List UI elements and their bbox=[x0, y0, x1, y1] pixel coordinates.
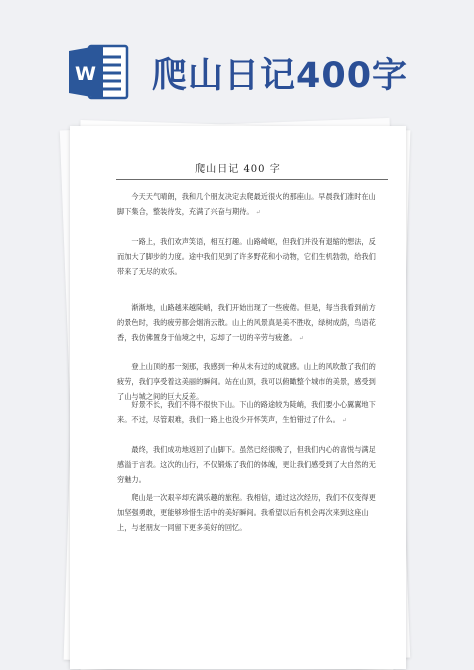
paragraph-text: 登上山顶的那一刻那，我感到一种从未有过的成就感。山上的风吹散了我们的疲劳，我们享受着这美丽的瞬间。站在山顶，我可以俯瞰整个城市的美景，感受到了山与城之间的巨大反差。 bbox=[117, 362, 376, 401]
paragraph-text: 爬山是一次艰辛却充满乐趣的旅程。我相信，通过这次经历，我们不仅变得更加坚强勇敢，更能够珍惜生活中的美好瞬间。我希望以后有机会再次来到这座山上，与老朋友一同留下更多美好的回忆。 bbox=[117, 493, 376, 532]
paragraph-text: 今天天气晴朗，我和几个朋友决定去爬最近很火的那座山。早晨我们准时在山脚下集合，整装待发，充满了兴奋与期待。 bbox=[117, 192, 376, 216]
paragraph-mark-icon: ↵ bbox=[255, 209, 261, 216]
paragraph bbox=[117, 300, 379, 346]
word-document-icon bbox=[67, 42, 129, 102]
header-title: 爬山日记400字 bbox=[152, 56, 409, 96]
document-page bbox=[70, 126, 406, 669]
paragraph bbox=[117, 490, 379, 535]
paragraph-text: 一路上，我们欢声笑语，相互打趣。山路崎岖，但我们并没有退缩的想法，反而加大了脚步的力度。途中我们见到了许多野花和小动物，它们生机勃勃，给我们带来了无尽的欢乐。 bbox=[117, 237, 376, 276]
paragraph bbox=[117, 442, 379, 487]
word-logo-letter: W bbox=[75, 63, 96, 85]
document-title: 爬山日记 400 字 bbox=[195, 164, 281, 175]
title-underline bbox=[116, 179, 388, 180]
paragraph-text: 渐渐地，山路越来越陡峭，我们开始出现了一些疲倦。但是，每当我看到前方的景色时，我的疲劳都会烟消云散。山上的风景真是美不胜收，绿树成荫，鸟语花香，我仿佛置身于仙境之中，忘却了一切的辛劳与疲惫。 bbox=[117, 303, 376, 342]
paragraph-text: 最终，我们成功地返回了山脚下。虽然已经很晚了，但我们内心的喜悦与满足感溢于言表。这次的山行，不仅锻炼了我们的体魄，更让我们感受到了大自然的无穷魅力。 bbox=[117, 445, 376, 484]
paragraph-text: 好景不长，我们不得不很快下山。下山的路途较为陡峭，我们要小心翼翼地下来。不过，尽管艰难，我们一路上也没少开怀笑声，生怕错过了什么。 bbox=[117, 400, 376, 424]
paragraph bbox=[117, 234, 379, 279]
paragraph bbox=[117, 397, 379, 428]
paragraph-mark-icon: ↵ bbox=[298, 335, 304, 342]
paragraph bbox=[117, 189, 379, 220]
paragraph-mark-icon: ↵ bbox=[341, 417, 347, 424]
header-banner bbox=[0, 0, 474, 118]
